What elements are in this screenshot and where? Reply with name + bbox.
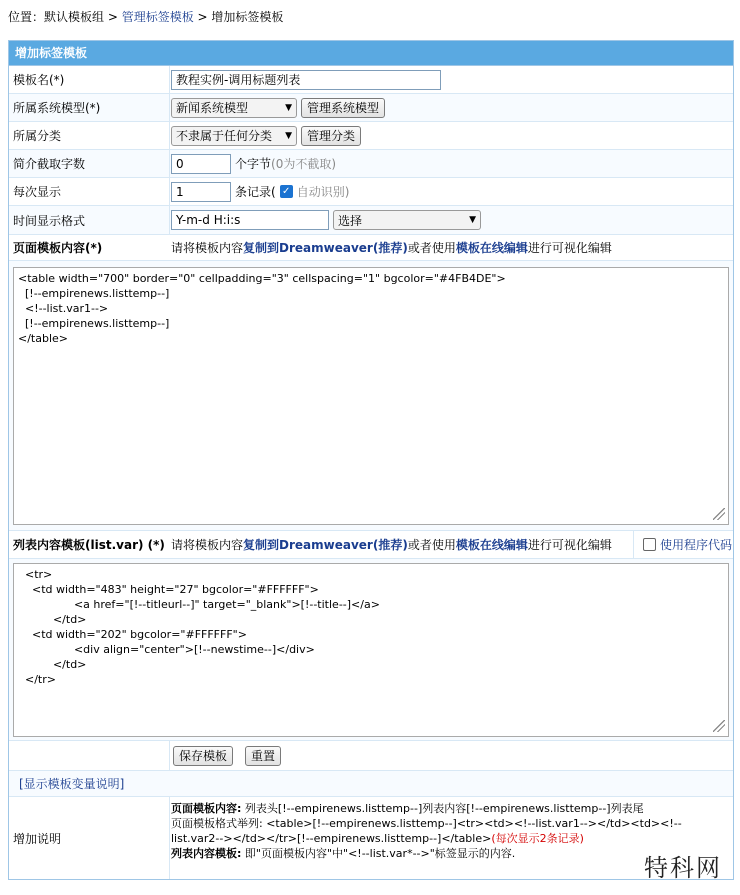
breadcrumb-current: 增加标签模板	[211, 10, 284, 24]
add-tag-template-panel	[8, 40, 734, 880]
row-list-template-header	[9, 531, 733, 559]
time-format-select-label: 选择	[338, 213, 363, 228]
page-template-hint-pre: 请将模板内容	[171, 241, 244, 255]
intro-length-hint: (0为不截取)	[271, 157, 337, 171]
resize-grip-icon[interactable]	[713, 508, 725, 520]
reset-button[interactable]: 重置	[245, 746, 281, 766]
template-name-input[interactable]	[171, 70, 441, 90]
time-format-label: 时间显示格式	[13, 213, 86, 228]
online-edit-link-2[interactable]: 模板在线编辑	[455, 538, 528, 552]
page-template-hint-mid: 或者使用	[407, 241, 456, 255]
row-list-template-content	[9, 559, 733, 741]
notes-line3: list.var2--></td></tr>[!--empirenews.listtemp--]</table>	[171, 832, 492, 845]
copy-to-dreamweaver-link-2[interactable]: 复制到Dreamweaver(推荐)	[243, 538, 408, 552]
system-model-label: 所属系统模型(*)	[13, 101, 101, 115]
page-template-hint-post: 进行可视化编辑	[527, 241, 612, 255]
copy-to-dreamweaver-link[interactable]: 复制到Dreamweaver(推荐)	[243, 241, 408, 255]
template-name-label: 模板名(*)	[13, 73, 65, 87]
category-select[interactable]	[171, 126, 297, 146]
row-notes	[9, 797, 733, 879]
category-selected: 不隶属于任何分类	[176, 129, 273, 143]
use-program-code-label: 使用程序代码	[660, 538, 733, 552]
row-category	[9, 122, 733, 150]
resize-grip-icon[interactable]	[713, 720, 725, 732]
row-system-model	[9, 94, 733, 122]
notes-line3-red: (每次显示2条记录)	[491, 832, 584, 845]
time-format-input[interactable]	[171, 210, 329, 230]
manage-system-model-button[interactable]: 管理系统模型	[301, 98, 385, 118]
intro-length-unit: 个字节	[235, 157, 272, 171]
use-program-code-option	[639, 531, 732, 558]
page-template-textarea[interactable]: <table width="700" border="0" cellpadding="3" cellspacing="1" bgcolor="#4FB4DE"> [!--empirenews.listtemp--] <!--list.var1--> [!--empirenews.listtemp--] </table>	[13, 267, 729, 525]
per-page-label: 每次显示	[13, 185, 62, 199]
chevron-down-icon: ▼	[285, 130, 292, 141]
time-format-select[interactable]	[333, 210, 481, 230]
auto-detect-checkbox[interactable]: ✓	[280, 185, 293, 198]
notes-line2: 页面模板格式举列: <table>[!--empirenews.listtemp--]<tr><td><!--list.var1--></td><td><!--	[171, 817, 682, 830]
row-show-vars	[9, 771, 733, 797]
row-intro-length	[9, 150, 733, 178]
notes-line4-title: 列表内容模板:	[171, 847, 242, 860]
save-template-button[interactable]: 保存模板	[173, 746, 233, 766]
list-template-hint-post: 进行可视化编辑	[527, 538, 612, 552]
chevron-down-icon: ▼	[469, 215, 476, 225]
panel-title: 增加标签模板	[9, 41, 733, 66]
watermark-logo: 特科网	[644, 854, 722, 882]
row-template-name	[9, 66, 733, 94]
breadcrumb-separator: >	[193, 10, 212, 24]
notes-line4: 即"页面模板内容"中"<!--list.var*-->"标签显示的内容.	[241, 847, 516, 860]
breadcrumb-link-manage-tag-templates[interactable]: 管理标签模板	[121, 10, 194, 24]
row-per-page	[9, 178, 733, 206]
row-time-format	[9, 206, 733, 235]
list-template-hint-mid: 或者使用	[407, 538, 456, 552]
use-program-code-checkbox[interactable]	[643, 538, 656, 551]
online-edit-link[interactable]: 模板在线编辑	[455, 241, 528, 255]
list-template-textarea[interactable]: <tr> <td width="483" height="27" bgcolor="#FFFFFF"> <a href="[!--titleurl--]" target="_blank">[!--title--]</a> </td> <td width="202" bgcolor="#FFFFFF"> <div align="center">[!--newstime--]</div> </td> </tr>	[13, 563, 729, 737]
intro-length-input[interactable]	[171, 154, 231, 174]
row-form-buttons	[9, 741, 733, 771]
row-page-template-header	[9, 235, 733, 261]
per-page-unit: 条记录(	[235, 185, 276, 199]
list-template-hint-pre: 请将模板内容	[171, 538, 244, 552]
row-page-template-content	[9, 261, 733, 531]
system-model-select[interactable]	[171, 98, 297, 118]
notes-content	[171, 801, 682, 861]
breadcrumb	[8, 8, 283, 25]
notes-label: 增加说明	[13, 831, 62, 846]
auto-detect-label: 自动识别	[296, 185, 345, 199]
list-template-label: 列表内容模板(list.var) (*)	[13, 538, 165, 552]
manage-category-button[interactable]: 管理分类	[301, 126, 361, 146]
per-page-close-paren: )	[344, 184, 350, 199]
system-model-selected: 新闻系统模型	[176, 101, 249, 115]
breadcrumb-prefix: 位置：默认模板组 >	[8, 10, 122, 24]
notes-line1: 列表头[!--empirenews.listtemp--]列表内容[!--empirenews.listtemp--]列表尾	[241, 802, 644, 815]
per-page-input[interactable]	[171, 182, 231, 202]
category-label: 所属分类	[13, 129, 62, 143]
show-template-vars-link[interactable]: [显示模板变量说明]	[19, 777, 125, 791]
chevron-down-icon: ▼	[285, 102, 292, 113]
page-template-label: 页面模板内容(*)	[13, 241, 103, 255]
notes-line1-title: 页面模板内容:	[171, 802, 242, 815]
intro-length-label: 简介截取字数	[13, 157, 86, 171]
